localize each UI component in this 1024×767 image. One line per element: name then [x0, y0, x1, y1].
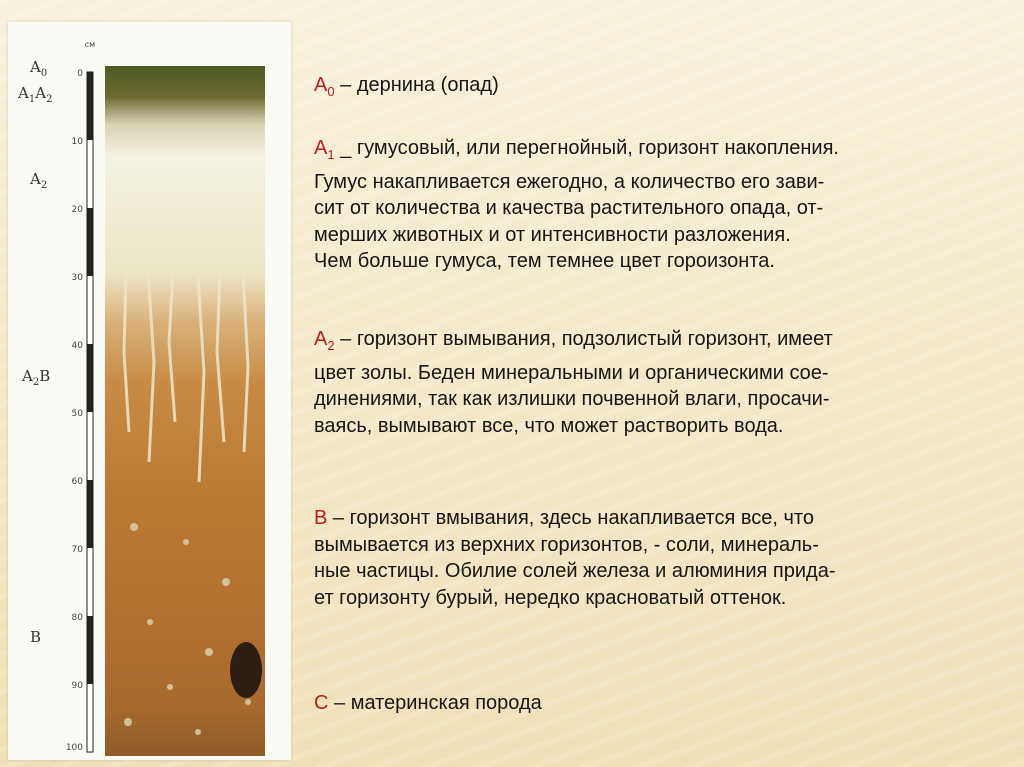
label-a1-tail: _	[334, 137, 352, 159]
horizon-label-a2: $A_2$	[30, 170, 48, 191]
depth-tick: 20	[71, 205, 83, 215]
dark-rock	[230, 642, 262, 698]
text-line: – дернина (опад)	[334, 74, 499, 96]
depth-tick: 60	[71, 477, 83, 487]
horizon-label-a2b: $A_2B$	[22, 367, 51, 388]
text-line: вымывается из верхних горизонтов, - соли, минераль-	[314, 533, 819, 556]
depth-tick: 50	[71, 409, 83, 419]
label-a2: $A_2$	[314, 328, 335, 353]
block-b	[314, 505, 1004, 611]
depth-tick: 100	[65, 743, 83, 753]
block-a2	[314, 326, 1004, 439]
soil-profile-figure	[8, 22, 291, 760]
horizon-label-a1a2: $A_1A_2$	[18, 84, 53, 105]
text-line: Гумус накапливается ежегодно, а количество его зави-	[314, 170, 825, 193]
label-a0: $A_0$	[314, 74, 335, 99]
soil-profile-illustration	[8, 22, 291, 760]
horizon-label-b: B	[30, 628, 42, 646]
text-line: ет горизонту бурый, нередко красноватый оттенок.	[314, 586, 787, 609]
depth-tick: 80	[71, 613, 83, 623]
label-c: C	[314, 692, 329, 714]
text-line: – горизонт вмывания, здесь накапливается все, что	[327, 507, 814, 529]
text-line: – материнская порода	[328, 692, 542, 714]
depth-tick: 10	[71, 137, 83, 147]
horizon-label-a0: $A_0$	[30, 58, 48, 79]
text-line: цвет золы. Беден минеральными и органическими сое-	[314, 361, 829, 384]
depth-tick: 30	[71, 273, 83, 283]
block-c	[314, 690, 1004, 717]
text-line: ваясь, вымывают все, что может растворить вода.	[314, 414, 784, 437]
depth-scale	[66, 69, 83, 753]
text-line: мерших животных и от интенсивности разложения.	[314, 223, 791, 246]
depth-tick: 0	[77, 69, 83, 79]
depth-tick: 90	[71, 681, 83, 691]
text-line: динениями, так как излишки почвенной влаги, просачи-	[314, 388, 830, 410]
text-line: – горизонт вымывания, подзолистый горизонт, имеет	[334, 328, 833, 350]
text-line: сит от количества и качества растительного опада, от-	[314, 197, 824, 219]
label-a1: $A_1$	[314, 137, 335, 162]
label-b: B	[314, 507, 328, 529]
depth-tick: 40	[71, 341, 83, 351]
depth-tick: 70	[71, 545, 83, 555]
text-line: гумусовый, или перегнойный, горизонт накопления.	[351, 137, 839, 159]
block-a0	[314, 72, 1004, 106]
text-line: Чем больше гумуса, тем темнее цвет гороизонта.	[314, 250, 775, 272]
text-line: ные частицы. Обилие солей железа и алюминия прида-	[314, 560, 836, 582]
block-a1	[314, 135, 1004, 275]
depth-unit: см	[84, 40, 96, 49]
